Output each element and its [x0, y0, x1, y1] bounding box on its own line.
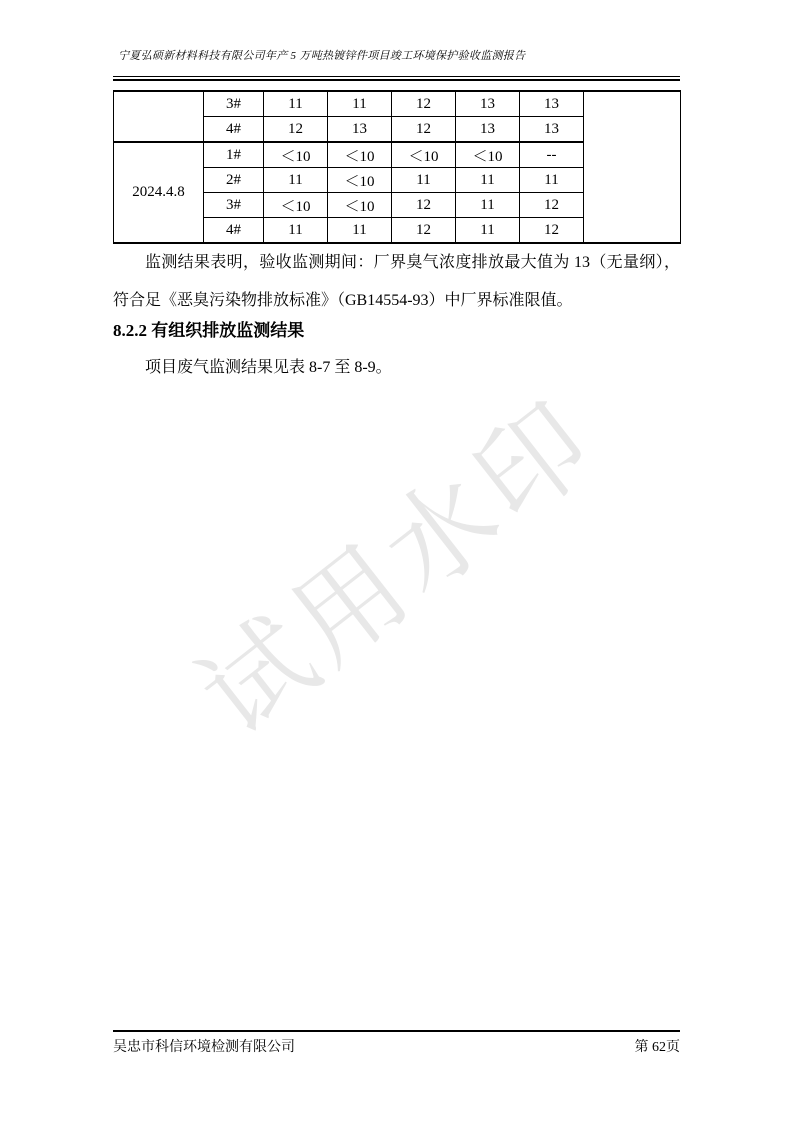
point-cell: 2#	[204, 168, 264, 193]
value-cell: ＜10	[264, 193, 328, 218]
value-cell: 11	[264, 91, 328, 117]
point-cell: 4#	[204, 117, 264, 143]
header-divider	[113, 76, 680, 81]
page-footer	[113, 1036, 680, 1056]
value-cell: 13	[520, 91, 584, 117]
value-cell: 12	[520, 218, 584, 244]
reference-paragraph: 项目废气监测结果见表 8-7 至 8-9。	[145, 359, 392, 376]
value-cell: ＜10	[456, 142, 520, 168]
value-cell: 12	[520, 193, 584, 218]
trial-watermark: 试用水印	[177, 375, 621, 760]
monitoring-table-body	[114, 91, 681, 243]
value-cell: 12	[392, 193, 456, 218]
section-heading: 8.2.2 有组织排放监测结果	[113, 321, 305, 340]
point-cell: 4#	[204, 218, 264, 244]
point-cell: 3#	[204, 91, 264, 117]
value-cell: 11	[520, 168, 584, 193]
point-cell: 3#	[204, 193, 264, 218]
value-cell: 11	[456, 193, 520, 218]
value-cell: ＜10	[392, 142, 456, 168]
value-cell: 13	[328, 117, 392, 143]
value-cell: ＜10	[328, 193, 392, 218]
value-cell: 12	[264, 117, 328, 143]
value-cell: 12	[392, 117, 456, 143]
value-cell: 11	[328, 218, 392, 244]
table-row	[114, 91, 681, 117]
result-paragraph: 监测结果表明，验收监测期间：厂界臭气浓度排放最大值为 13（无量纲），符合足《恶臭污染物排放标准》（GB14554-93）中厂界标准限值。	[113, 254, 680, 309]
footer-company: 吴忠市科信环境检测有限公司	[113, 1040, 295, 1055]
date-cell: 2024.4.8	[114, 142, 204, 243]
value-cell: 13	[456, 91, 520, 117]
value-cell: 13	[520, 117, 584, 143]
value-cell: 12	[392, 218, 456, 244]
value-cell: 11	[328, 91, 392, 117]
date-cell	[114, 91, 204, 142]
value-cell: 11	[264, 218, 328, 244]
value-cell: 11	[392, 168, 456, 193]
note-cell	[584, 91, 681, 243]
footer-divider	[113, 1030, 680, 1032]
value-cell: ＜10	[264, 142, 328, 168]
page-header-title: 宁夏弘硕新材料科技有限公司年产 5 万吨热镀锌件项目竣工环境保护验收监测报告	[118, 50, 526, 62]
value-cell: 13	[456, 117, 520, 143]
value-cell: --	[520, 142, 584, 168]
value-cell: 12	[392, 91, 456, 117]
value-cell: ＜10	[328, 168, 392, 193]
value-cell: 11	[456, 168, 520, 193]
point-cell: 1#	[204, 142, 264, 168]
value-cell: 11	[264, 168, 328, 193]
value-cell: 11	[456, 218, 520, 244]
value-cell: ＜10	[328, 142, 392, 168]
odor-monitoring-table	[113, 90, 681, 244]
footer-page-number: 第 62页	[634, 1040, 680, 1055]
